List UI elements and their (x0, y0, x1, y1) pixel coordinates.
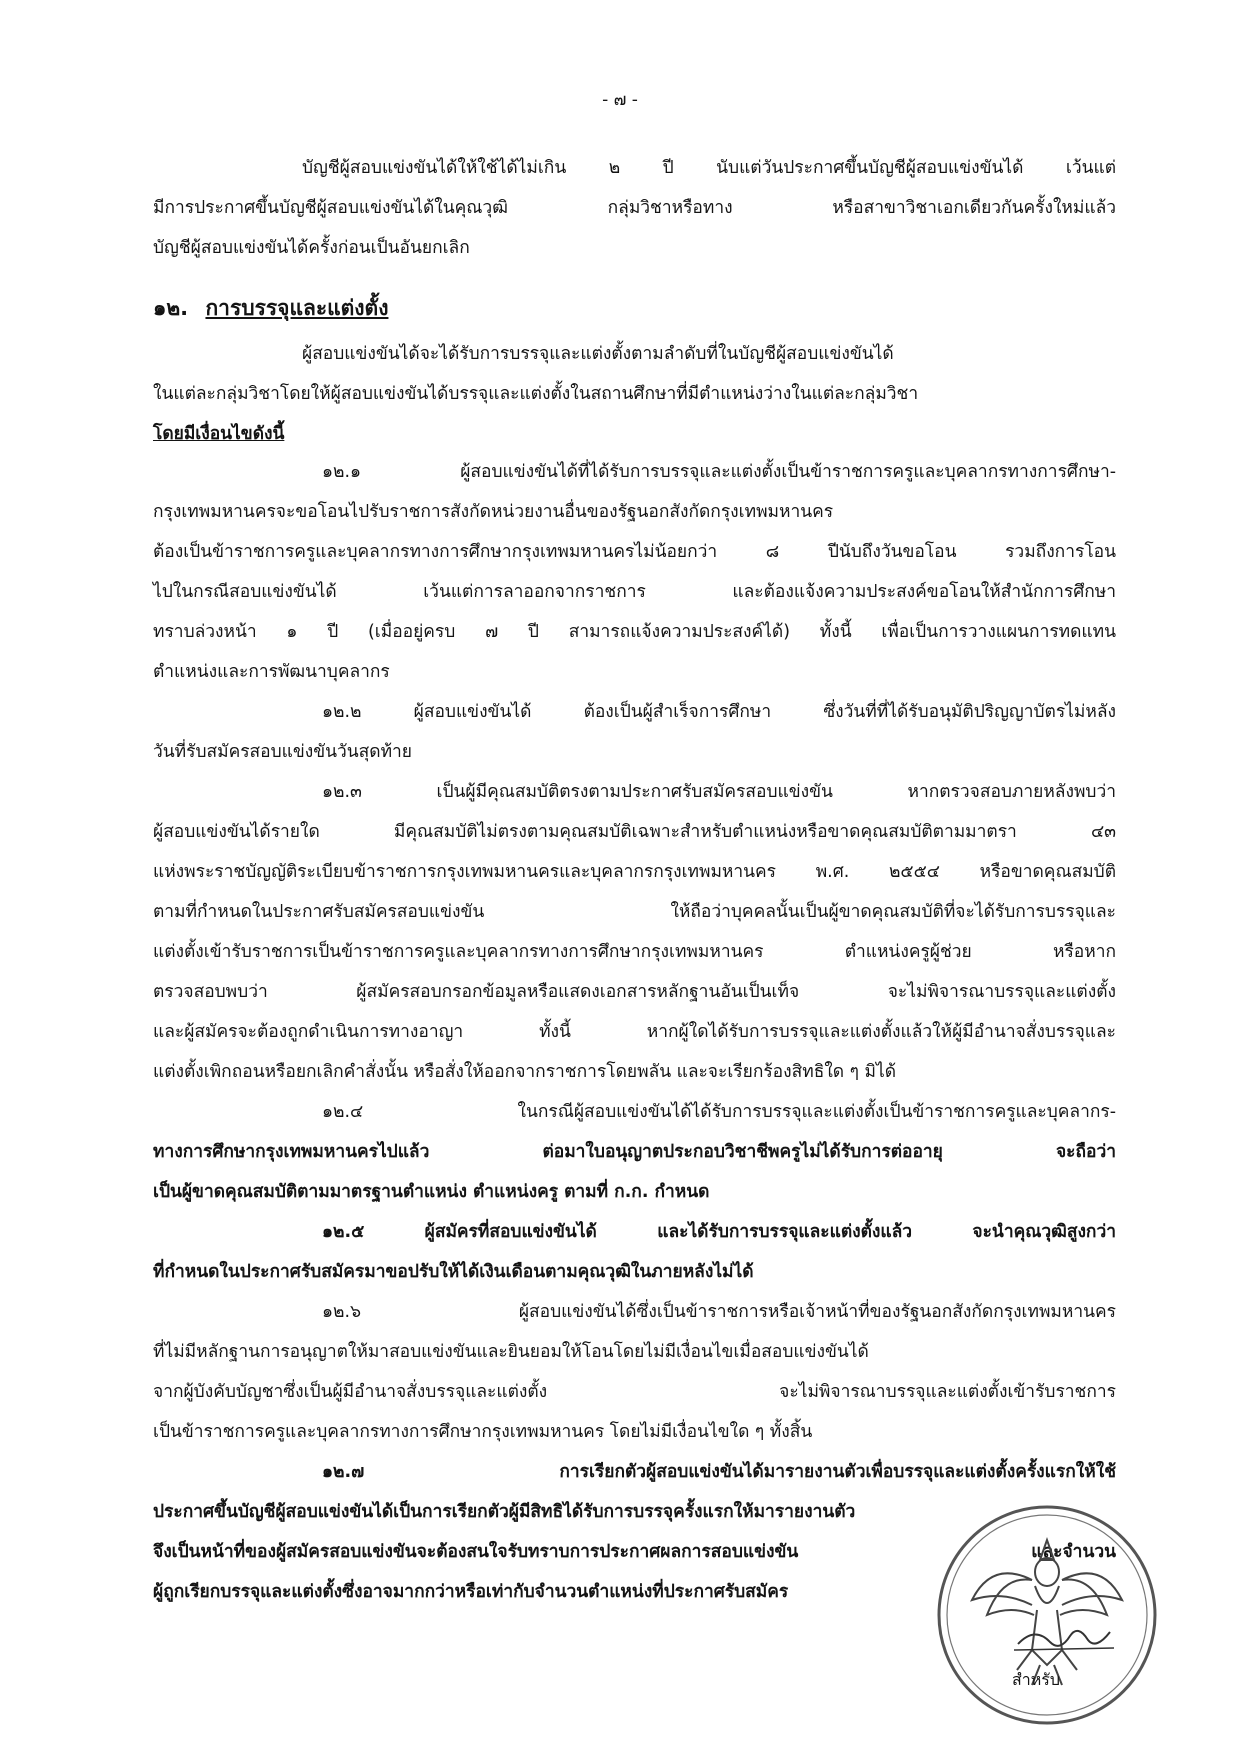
item-12-1-line-3: ต้องเป็นข้าราชการครูและบุคลากรทางการศึกษากรุงเทพมหานครไม่น้อยกว่า ๘ ปีนับถึงวันขอโอน รวมถึงการโอน (153, 542, 1116, 562)
item-12-6-line-1: ๑๒.๖ ผู้สอบแข่งขันได้ซึ่งเป็นข้าราชการหรือเจ้าหน้าที่ของรัฐนอกสังกัดกรุงเทพมหานคร (322, 1302, 1116, 1322)
seal-label: สำหรับ (1012, 1670, 1061, 1689)
item-12-1-line-1: ๑๒.๑ ผู้สอบแข่งขันได้ที่ได้รับการบรรจุและแต่งตั้งเป็นข้าราชการครูและบุคลากรทางการศึกษา- (322, 462, 1116, 482)
item-12-5-line-2: ที่กำหนดในประกาศรับสมัครมาขอปรับให้ได้เงินเดือนตามคุณวุฒิในภายหลังไม่ได้ (153, 1262, 754, 1282)
page-number: - ๗ - (602, 90, 638, 110)
item-12-4-line-3: เป็นผู้ขาดคุณสมบัติตามมาตรฐานตำแหน่ง ตำแหน่งครู ตามที่ ก.ก. กำหนด (153, 1182, 710, 1202)
item-12-5-line-1: ๑๒.๕ ผู้สมัครที่สอบแข่งขันได้ และได้รับการบรรจุและแต่งตั้งแล้ว จะนำคุณวุฒิสูงกว่า (322, 1222, 1116, 1242)
item-12-3-line-1: ๑๒.๓ เป็นผู้มีคุณสมบัติตรงตามประกาศรับสมัครสอบแข่งขัน หากตรวจสอบภายหลังพบว่า (322, 782, 1116, 802)
item-12-3-line-7: และผู้สมัครจะต้องถูกดำเนินการทางอาญา ทั้งนี้ หากผู้ใดได้รับการบรรจุและแต่งตั้งแล้วให้ผู้มีอำนาจสั่งบรรจุและ (153, 1022, 1116, 1042)
item-12-1-line-5: ทราบล่วงหน้า ๑ ปี (เมื่ออยู่ครบ ๗ ปี สามารถแจ้งความประสงค์ได้) ทั้งนี้ เพื่อเป็นการวางแผนการทดแทน (153, 622, 1116, 642)
item-12-1-line-6: ตำแหน่งและการพัฒนาบุคลากร (153, 662, 390, 682)
item-12-3-line-5: แต่งตั้งเข้ารับราชการเป็นข้าราชการครูและบุคลากรทางการศึกษากรุงเทพมหานคร ตำแหน่งครูผู้ช่วย หรือหาก (153, 942, 1116, 962)
item-12-3-line-3: แห่งพระราชบัญญัติระเบียบข้าราชการกรุงเทพมหานครและบุคลากรกรุงเทพมหานคร พ.ศ. ๒๕๕๔ หรือขาดคุณสมบัติ (153, 862, 1116, 882)
section-intro-line-1: ผู้สอบแข่งขันได้จะได้รับการบรรจุและแต่งตั้งตามลำดับที่ในบัญชีผู้สอบแข่งขันได้ (302, 344, 894, 364)
section-title: การบรรจุและแต่งตั้ง (205, 296, 389, 320)
item-12-3-line-8: แต่งตั้งเพิกถอนหรือยกเลิกคำสั่งนั้น หรือสั่งให้ออกจากราชการโดยพลัน และจะเรียกร้องสิทธิใด ๆ มิได้ (153, 1062, 896, 1082)
item-12-4-line-2: ทางการศึกษากรุงเทพมหานครไปแล้ว ต่อมาใบอนุญาตประกอบวิชาชีพครูไม่ได้รับการต่ออายุ จะถือว่า (153, 1142, 1116, 1162)
item-12-2-line-2: วันที่รับสมัครสอบแข่งขันวันสุดท้าย (153, 742, 412, 762)
item-12-1-line-2: กรุงเทพมหานครจะขอโอนไปรับราชการสังกัดหน่วยงานอื่นของรัฐนอกสังกัดกรุงเทพมหานคร (153, 502, 834, 522)
item-12-3-line-4: ตามที่กำหนดในประกาศรับสมัครสอบแข่งขัน ให้ถือว่าบุคคลนั้นเป็นผู้ขาดคุณสมบัติที่จะได้รับการบรรจุและ (153, 902, 1116, 922)
signature (1010, 1618, 1120, 1658)
item-12-4-line-1: ๑๒.๔ ในกรณีผู้สอบแข่งขันได้ได้รับการบรรจุและแต่งตั้งเป็นข้าราชการครูและบุคลากร- (322, 1102, 1116, 1122)
section-heading (153, 296, 388, 320)
item-12-7-line-3: จึงเป็นหน้าที่ของผู้สมัครสอบแข่งขันจะต้องสนใจรับทราบการประกาศผลการสอบแข่งขัน และจำนวน (153, 1542, 1116, 1562)
item-12-7-line-2: ประกาศขึ้นบัญชีผู้สอบแข่งขันได้เป็นการเรียกตัวผู้มีสิทธิได้รับการบรรจุครั้งแรกให้มารายงานตัว (153, 1502, 856, 1522)
item-12-6-line-2: ที่ไม่มีหลักฐานการอนุญาตให้มาสอบแข่งขันและยินยอมให้โอนโดยไม่มีเงื่อนไขเมื่อสอบแข่งขันได้ (153, 1342, 869, 1362)
item-12-3-line-6: ตรวจสอบพบว่า ผู้สมัครสอบกรอกข้อมูลหรือแสดงเอกสารหลักฐานอันเป็นเท็จ จะไม่พิจารณาบรรจุและแต่งตั้ง (153, 982, 1116, 1002)
item-12-7-line-4: ผู้ถูกเรียกบรรจุและแต่งตั้งซึ่งอาจมากกว่าหรือเท่ากับจำนวนตำแหน่งที่ประกาศรับสมัคร (153, 1582, 789, 1602)
item-12-1-line-4: ไปในกรณีสอบแข่งขันได้ เว้นแต่การลาออกจากราชการ และต้องแจ้งความประสงค์ขอโอนให้สำนักการศึกษา (153, 582, 1116, 602)
garuda-emblem (972, 1540, 1122, 1685)
item-12-2-line-1: ๑๒.๒ ผู้สอบแข่งขันได้ ต้องเป็นผู้สำเร็จการศึกษา ซึ่งวันที่ที่ได้รับอนุมัติปริญญาบัตรไม่หลัง (322, 702, 1116, 722)
section-number: ๑๒. (153, 296, 189, 320)
intro-line-1: บัญชีผู้สอบแข่งขันได้ให้ใช้ได้ไม่เกิน ๒ ปี นับแต่วันประกาศขึ้นบัญชีผู้สอบแข่งขันได้ เว้นแต่ (302, 158, 1116, 178)
intro-line-2: มีการประกาศขึ้นบัญชีผู้สอบแข่งขันได้ในคุณวุฒิ กลุ่มวิชาหรือทาง หรือสาขาวิชาเอกเดียวกันครั้งใหม่แล้ว (153, 198, 1116, 218)
item-12-6-line-3: จากผู้บังคับบัญชาซึ่งเป็นผู้มีอำนาจสั่งบรรจุและแต่งตั้ง จะไม่พิจารณาบรรจุและแต่งตั้งเข้ารับราชการ (153, 1382, 1116, 1402)
intro-line-3: บัญชีผู้สอบแข่งขันได้ครั้งก่อนเป็นอันยกเลิก (153, 238, 470, 258)
garuda-seal-stamp (932, 1500, 1162, 1730)
item-12-7-line-1: ๑๒.๗ การเรียกตัวผู้สอบแข่งขันได้มารายงานตัวเพื่อบรรจุและแต่งตั้งครั้งแรกให้ใช้ (322, 1462, 1116, 1482)
item-12-6-line-4: เป็นข้าราชการครูและบุคลากรทางการศึกษากรุงเทพมหานคร โดยไม่มีเงื่อนไขใด ๆ ทั้งสิ้น (153, 1422, 813, 1442)
section-intro-line-2: ในแต่ละกลุ่มวิชาโดยให้ผู้สอบแข่งขันได้บรรจุและแต่งตั้งในสถานศึกษาที่มีตำแหน่งว่างในแต่ละกลุ่มวิชา (153, 384, 919, 404)
item-12-3-line-2: ผู้สอบแข่งขันได้รายใด มีคุณสมบัติไม่ตรงตามคุณสมบัติเฉพาะสำหรับตำแหน่งหรือขาดคุณสมบัติตามมาตรา ๔๓ (153, 822, 1116, 842)
condition-label: โดยมีเงื่อนไขดังนี้ (153, 424, 285, 444)
